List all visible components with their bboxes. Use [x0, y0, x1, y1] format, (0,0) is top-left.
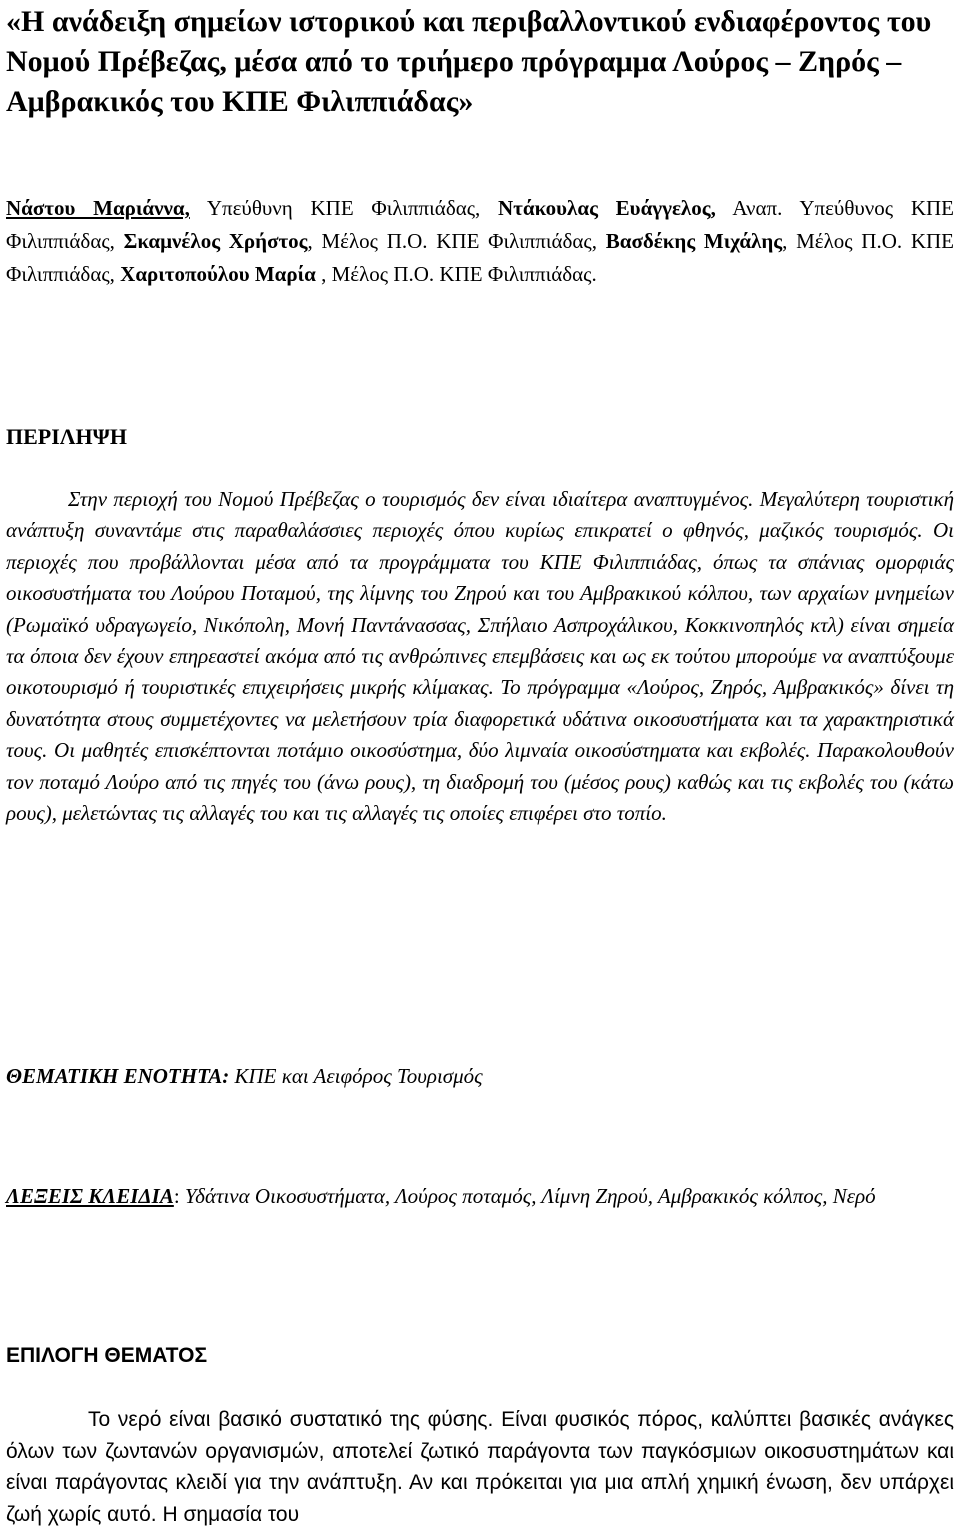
abstract-heading: ΠΕΡΙΛΗΨΗ — [6, 424, 127, 449]
author-name-4: Βασδέκης Μιχάλης — [605, 229, 783, 253]
author-role-5: , Μέλος Π.Ο. ΚΠΕ Φιλιππιάδας. — [315, 262, 597, 286]
author-role-4: , Μέλος Π.Ο. ΚΠΕ Φιλιππιάδας, — [6, 229, 954, 286]
author-name-2: Ντάκουλας Ευάγγελος, — [498, 196, 716, 220]
theme-value: ΚΠΕ και Αειφόρος Τουρισμός — [229, 1064, 483, 1088]
paper-title: «Η ανάδειξη σημείων ιστορικού και περιβαλλοντικού ενδιαφέροντος του Νομού Πρέβεζας, μέσα από το τριήμερο πρόγραμμα Λούρος – Ζηρός – Αμβρακικός του ΚΠΕ Φιλιππιάδας» — [6, 5, 932, 118]
author-name-1: Νάστου Μαριάννα, — [6, 196, 190, 220]
author-name-5: Χαριτοπούλου Μαρία — [120, 262, 316, 286]
keywords-value: Υδάτινα Οικοσυστήματα, Λούρος ποταμός, Λίμνη Ζηρού, Αμβρακικός κόλπος, Νερό — [184, 1184, 876, 1208]
topic-selection-heading: ΕΠΙΛΟΓΗ ΘΕΜΑΤΟΣ — [6, 1344, 208, 1367]
author-name-3: Σκαμνέλος Χρήστος — [123, 229, 308, 253]
theme-label: ΘΕΜΑΤΙΚΗ ΕΝΟΤΗΤΑ: — [6, 1064, 230, 1088]
keywords-label: ΛΕΞΕΙΣ ΚΛΕΙΔΙΑ — [6, 1184, 174, 1208]
theme-line — [6, 1060, 954, 1092]
abstract-text: Στην περιοχή του Νομού Πρέβεζας ο τουρισμός δεν είναι ιδιαίτερα αναπτυγμένος. Μεγαλύτερη τουριστική ανάπτυξη συναντάμε στις παραθαλάσσιες περιοχές όπου κυρίως επικρατεί ο φθηνός, μαζικός τουρισμός. Οι περιοχές που προβάλλονται μέσα από τα προγράμματα του ΚΠΕ Φιλιππιάδας, όπως τα σπάνιας ομορφιάς οικοσυστήματα του Λούρου Ποταμού, της λίμνης του Ζηρού και του Αμβρακικού κόλπου, των αρχαίων μνημείων (Ρωμαϊκό υδραγωγείο, Νικόπολη, Μονή Παντάνασσας, Σπήλαιο Ασπροχάλικου, Κοκκινοπηλός κτλ) είναι σημεία τα όποια δεν έχουν επηρεαστεί ακόμα από τις ανθρώπινες επεμβάσεις και ως εκ τούτου μπορούμε να αναπτύξουμε οικοτουρισμό ή τουριστικές επιχειρήσεις μικρής κλίμακας. Το πρόγραμμα «Λούρος, Ζηρός, Αμβρακικός» δίνει τη δυνατότητα στους συμμετέχοντες να μελετήσουν τρία διαφορετικά υδάτινα οικοσυστήματα και τα χαρακτηριστικά τους. Οι μαθητές επισκέπτονται ποτάμιο οικοσύστημα, δύο λιμναία οικοσύστηματα και εκβολές. Παρακολουθούν τον ποταμό Λούρο από τις πηγές του (άνω ρους), τη διαδρομή του (μέσος ρους) καθώς και τις εκβολές του (κάτω ρους), μελετώντας τις αλλαγές του και τις αλλαγές τις οποίες επιφέρει στο τοπίο. — [6, 487, 954, 826]
selection-text: Το νερό είναι βασικό συστατικό της φύσης. Είναι φυσικός πόρος, καλύπτει βασικές ανάγκες όλων των ζωντανών οργανισμών, αποτελεί ζωτικό παράγοντα των παγκόσμιων οικοσυστημάτων και είναι παράγοντας κλειδί για την ανάπτυξη. Αν και πρόκειται για μια απλή χημική ένωση, δεν υπάρχει ζωή χωρίς αυτό. Η σημασία του — [6, 1408, 954, 1526]
author-role-1: Υπεύθυνη ΚΠΕ Φιλιππιάδας, — [189, 196, 499, 220]
keywords-colon: : — [173, 1184, 185, 1208]
keywords-line — [6, 1180, 954, 1212]
abstract-body — [6, 484, 954, 829]
author-role-2: Αναπ. Υπεύθυνος ΚΠΕ Φιλιππιάδας, — [6, 196, 954, 253]
author-role-3: , Μέλος Π.Ο. ΚΠΕ Φιλιππιάδας, — [307, 229, 606, 253]
topic-selection-body — [6, 1404, 954, 1530]
author-list — [6, 192, 954, 291]
